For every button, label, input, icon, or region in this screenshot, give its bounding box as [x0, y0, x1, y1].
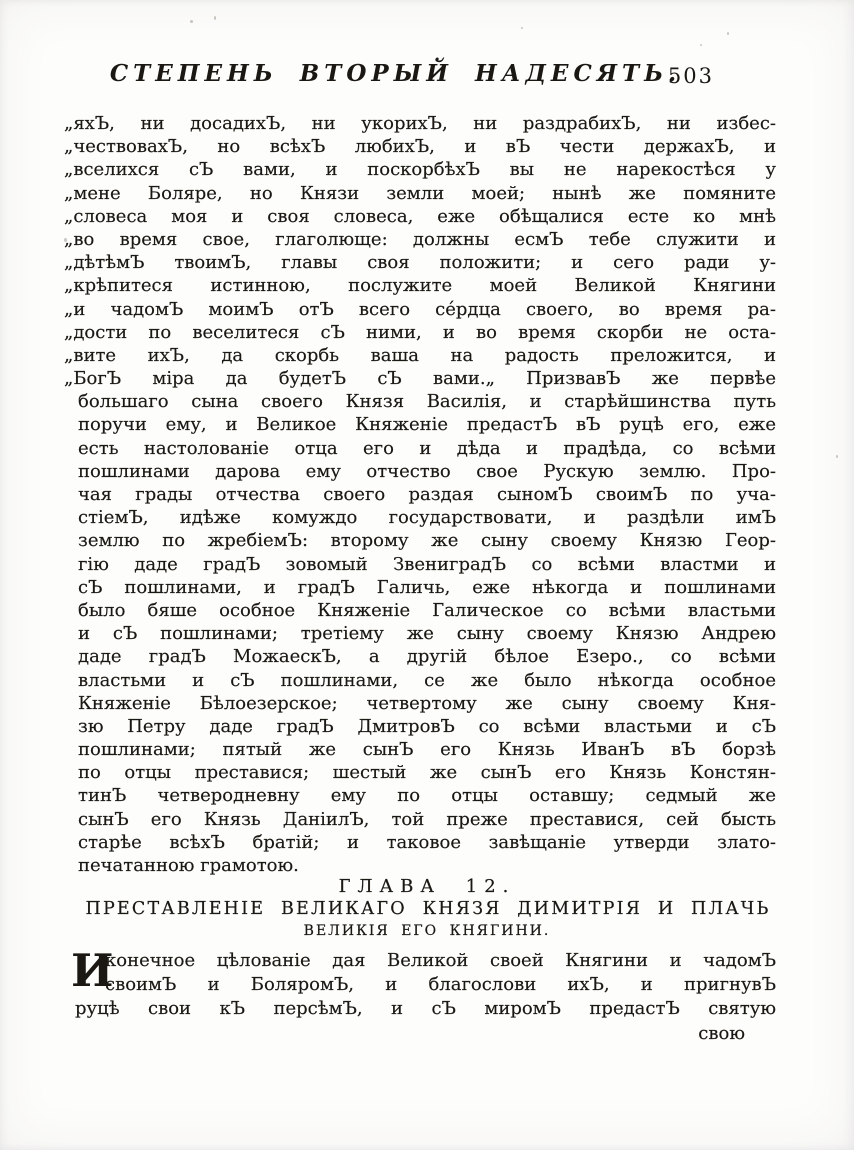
- text-line: Княженіе Бѣлоезерское; четвертому же сыну своему Кня-: [78, 692, 776, 714]
- text-line: гію даде градЪ зовомый ЗвениградЪ со всѣми властми и: [78, 553, 776, 575]
- ink-speck: [64, 238, 67, 242]
- text-line: есть настолованіе отца его и дѣда и прадѣда, со всѣми: [78, 437, 776, 459]
- text-line: „яхЪ, ни досадихЪ, ни укорихЪ, ни раздрабихЪ, ни избес-: [64, 113, 776, 134]
- ink-speck: [190, 20, 193, 23]
- text-line: „и чадомЪ моимЪ отЪ всего се́рдца своего, во время ра-: [64, 298, 776, 320]
- text-line: печатанною грамотою.: [78, 855, 299, 876]
- text-line: стіемЪ, идѣже комуждо государствовати, и раздѣли имЪ: [78, 507, 776, 529]
- text-line: даде градЪ МожаескЪ, а другій бѣлое Езеро., со всѣми: [78, 646, 776, 668]
- text-line: „чествовахЪ, но всѣхЪ любихЪ, и вЪ чести держахЪ, и: [64, 136, 776, 158]
- text-line: пошлинами; пятый же сынЪ его Князь ИванЪ вЪ борзѣ: [78, 739, 776, 761]
- text-line: „БогЪ міра да будетЪ сЪ вами.„ ПризвавЪ же первѣе: [64, 368, 776, 390]
- text-line: зю Петру даде градЪ ДмитровЪ со всѣми властьми и сЪ: [78, 715, 776, 737]
- text-line: „крѣпитеся истинною, послужите моей Великой Княгини: [64, 275, 776, 297]
- text-line: землю по жребіемЪ: второму же сыну своему Князю Геор-: [78, 530, 776, 552]
- text-line: руцѣ свои кЪ персѣмЪ, и сЪ миромЪ предастЪ святую: [75, 998, 776, 1019]
- running-header: [78, 60, 778, 94]
- running-title: СТЕПЕНЬ ВТОРЫЙ НАДЕСЯТЬ.: [109, 60, 682, 87]
- text-line: „мене Боляре, но Князи земли моей; нынѣ же помяните: [64, 182, 776, 204]
- text-line: тинЪ четверодневну ему по отцы оставшу; седмый же: [78, 785, 776, 807]
- text-line: чая грады отчества своего раздая сыномЪ своимЪ по уча-: [78, 484, 776, 505]
- text-line: было бяше особное Княженіе Галическое со всѣми властьми: [78, 599, 776, 621]
- text-line: „словеса моя и своя словеса, еже обѣщалися есте ко мнѣ: [64, 205, 776, 227]
- catchword: свою: [698, 1023, 745, 1044]
- text-line: и сЪ пошлинами; третіему же сыну своему Князю Андрею: [78, 623, 776, 645]
- text-line: „во время свое, глаголюще: должны есмЪ тебе служити и: [64, 228, 776, 250]
- text-line: своимЪ и БоляромЪ, и благослови ихЪ, и пригнувЪ: [105, 974, 776, 995]
- ink-speck: [836, 455, 838, 458]
- text-line: сЪ пошлинами, и градЪ Галичь, еже нѣкогда и пошлинами: [78, 576, 776, 598]
- ink-speck: [727, 32, 729, 35]
- text-line: властьми и сЪ пошлинами, се же было нѣкогда особное: [78, 669, 776, 691]
- text-line: поручи ему, и Великое Княженіе предастЪ вЪ руцѣ его, еже: [78, 414, 776, 436]
- text-line: старѣе всѣхЪ братій; и таковое завѣщаніе утверди злато-: [78, 831, 776, 853]
- chapter-subtitle-line1: ПРЕСТАВЛЕНІЕ ВЕЛИКАГО КНЯЗЯ ДИМИТРІЯ И ПЛАЧЬ: [85, 899, 771, 919]
- ink-speck: [700, 44, 702, 46]
- chapter-subtitle-line2: ВЕЛИКІЯ ЕГО КНЯГИНИ.: [303, 923, 551, 939]
- main-paragraph: [64, 112, 776, 877]
- ink-speck: [214, 16, 216, 20]
- page-number: 503: [667, 64, 714, 88]
- text-line: конечное цѣлованіе дая Великой своей Княгини и чадомЪ: [105, 950, 776, 971]
- text-line: „дѣтѣмЪ твоимЪ, главы своя положити; и сего ради у-: [64, 252, 776, 274]
- drop-cap-initial: И: [71, 944, 114, 997]
- text-line: „дости по веселитеся сЪ ними, и во время скорби не оста-: [64, 321, 776, 343]
- chapter-heading: ГЛАВА 12.: [338, 876, 516, 897]
- text-line: „вселихся сЪ вами, и поскорбѣхЪ вы не нарекостѣся у: [64, 159, 776, 181]
- ink-speck: [521, 27, 523, 29]
- closing-paragraph: [71, 944, 776, 1021]
- text-line: большаго сына своего Князя Василія, и старѣйшинства путь: [78, 391, 776, 413]
- text-line: „вите ихЪ, да скорбь ваша на радость преложится, и: [64, 344, 776, 366]
- text-line: по отцы преставися; шестый же сынЪ его Князь Констян-: [78, 762, 776, 784]
- text-line: сынЪ его Князь ДаніилЪ, той преже преставися, сей бысть: [78, 808, 776, 830]
- text-line: пошлинами дарова ему отчество свое Рускую землю. Про-: [78, 460, 776, 482]
